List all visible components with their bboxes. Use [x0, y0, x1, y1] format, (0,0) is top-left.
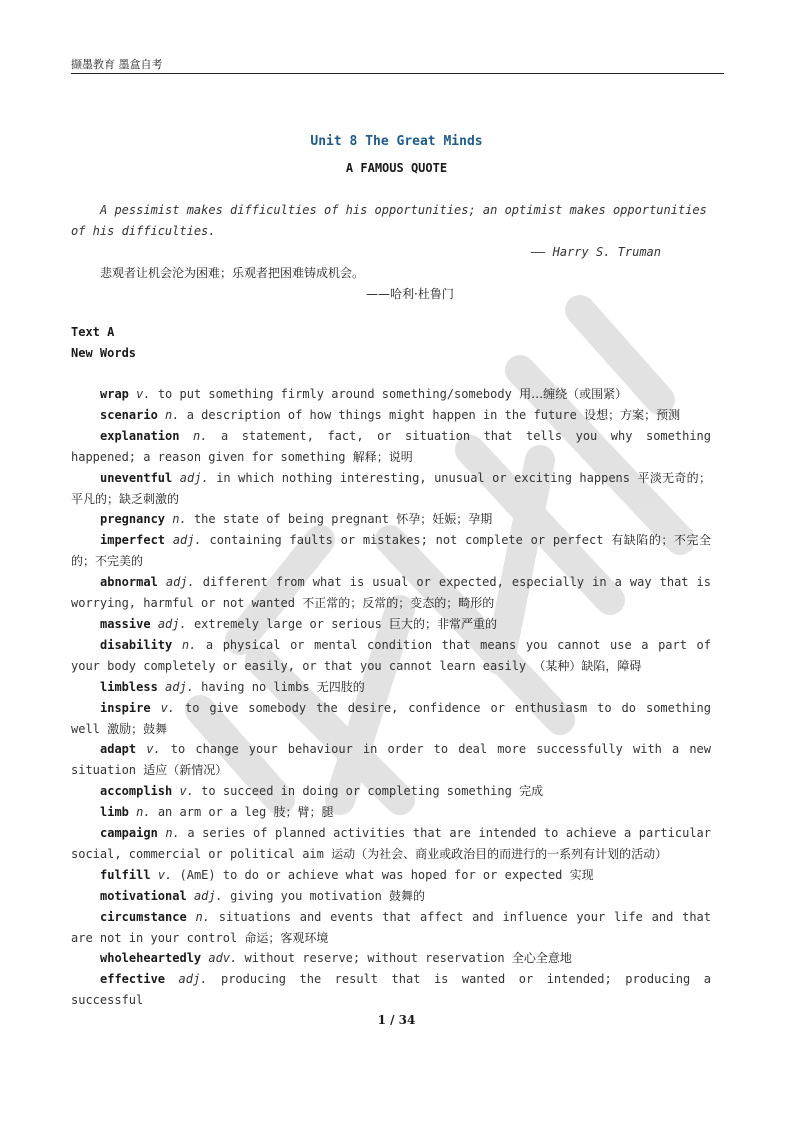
- vocab-word: inspire: [100, 700, 151, 715]
- definition: the state of being pregnant: [193, 512, 390, 527]
- vocab-entry: [71, 384, 711, 405]
- definition: to succeed in doing or completing something: [201, 784, 512, 799]
- part-of-speech: adj.: [165, 679, 194, 694]
- page-content: [71, 200, 711, 1011]
- vocab-word: massive: [100, 616, 151, 631]
- part-of-speech: v.: [157, 867, 173, 882]
- chinese-meaning: 有缺陷的；不完全的；不完美的: [71, 533, 711, 569]
- chinese-meaning: 完成: [519, 784, 544, 799]
- definition: a description of how things might happen in the future: [186, 407, 577, 422]
- vocab-entry: [71, 614, 711, 635]
- vocab-entry: [71, 823, 711, 865]
- vocab-word: explanation: [100, 428, 180, 443]
- part-of-speech: adj.: [178, 972, 208, 987]
- part-of-speech: n.: [165, 407, 180, 422]
- definition: in which nothing interesting, unusual or exciting happens: [216, 470, 631, 485]
- part-of-speech: v.: [160, 700, 176, 715]
- definition: different from what is usual or expected, especially in a way that is worrying, harmful or not wanted: [71, 575, 712, 611]
- vocab-word: effective: [100, 972, 166, 987]
- part-of-speech: adj.: [193, 888, 223, 903]
- vocab-word: limbless: [100, 679, 158, 694]
- part-of-speech: n.: [136, 805, 151, 820]
- definition: an arm or a leg: [157, 805, 267, 820]
- vocab-entry: [71, 969, 711, 1011]
- chinese-meaning: 无四肢的: [316, 679, 365, 694]
- text-heading: Text A: [71, 325, 115, 339]
- chinese-meaning: 用…缠绕（或围紧）: [519, 387, 628, 401]
- part-of-speech: n.: [193, 428, 208, 443]
- definition: a physical or mental condition that means you cannot use a part of your body completely or easily, or that you cannot learn easily: [71, 637, 712, 673]
- definition: having no limbs: [201, 679, 310, 694]
- quote-chinese: 悲观者让机会沦为困难；乐观者把困难铸成机会。: [100, 266, 365, 280]
- vocab-entry: [71, 572, 711, 614]
- definition: situations and events that affect and influence your life and that are not in your control: [71, 909, 711, 945]
- definition: to put something firmly around something/somebody: [157, 387, 512, 401]
- quote-author-chinese: ——哈利·杜鲁门: [366, 287, 454, 301]
- vocab-entry: [71, 509, 711, 530]
- chinese-meaning: 肢；臂；腿: [273, 805, 334, 820]
- chinese-meaning: 怀孕；妊娠；孕期: [396, 512, 493, 527]
- header-divider: [71, 73, 724, 74]
- part-of-speech: adj.: [172, 533, 202, 548]
- part-of-speech: v.: [136, 387, 151, 401]
- chinese-meaning: 解释；说明: [352, 449, 413, 464]
- definition: a series of planned activities that are intended to achieve a particular social, commercial or political aim: [71, 826, 711, 861]
- part-of-speech: n.: [181, 637, 197, 652]
- vocab-word: limb: [100, 805, 129, 820]
- definition: producing the result that is wanted or intended; producing a successful: [71, 972, 711, 1008]
- part-of-speech: adj.: [179, 470, 209, 485]
- definition: containing faults or mistakes; not complete or perfect: [209, 533, 604, 548]
- vocab-word: fulfill: [100, 867, 151, 882]
- vocab-entry: [71, 781, 711, 802]
- vocab-entry: [71, 698, 711, 740]
- chinese-meaning: 适应（新情况）: [143, 763, 228, 778]
- vocab-entry: [71, 948, 711, 969]
- vocab-word: motivational: [100, 888, 187, 903]
- vocab-entry: [71, 530, 711, 572]
- vocab-word: campaign: [100, 826, 158, 841]
- vocab-word: wholeheartedly: [100, 951, 202, 966]
- chinese-meaning: 命运；客观环境: [244, 930, 329, 945]
- vocab-entry: [71, 802, 711, 823]
- vocab-word: disability: [100, 637, 173, 652]
- vocab-entry: [71, 426, 711, 468]
- quote-english: A pessimist makes difficulties of his opportunities; an optimist makes opportunities of his difficulties.: [71, 203, 707, 238]
- vocab-entry: [71, 886, 711, 907]
- words-heading: New Words: [71, 346, 137, 360]
- chinese-meaning: 设想；方案；预测: [584, 407, 681, 422]
- vocab-entry: [71, 635, 711, 677]
- chinese-meaning: 平淡无奇的；平凡的；缺乏刺激的: [71, 470, 711, 506]
- chinese-meaning: 运动（为社会、商业或政治目的而进行的一系列有计划的活动）: [331, 846, 668, 861]
- vocab-word: wrap: [100, 387, 129, 401]
- part-of-speech: adj.: [157, 616, 187, 631]
- chinese-meaning: 巨大的；非常严重的: [389, 616, 498, 631]
- vocab-entry: [71, 865, 711, 886]
- chinese-meaning: 不正常的；反常的；变态的；畸形的: [302, 596, 495, 611]
- vocabulary-list: [71, 384, 711, 1011]
- vocab-word: abnormal: [100, 575, 158, 590]
- quote-author: —— Harry S. Truman: [530, 245, 661, 259]
- vocab-word: imperfect: [100, 533, 166, 548]
- page-number: 1 / 34: [377, 1013, 416, 1027]
- chinese-meaning: （某种）缺陷，障碍: [533, 658, 642, 673]
- vocab-word: scenario: [100, 407, 158, 422]
- part-of-speech: v.: [179, 784, 194, 799]
- definition: (AmE) to do or achieve what was hoped for or expected: [179, 867, 563, 882]
- part-of-speech: adj.: [165, 575, 195, 590]
- vocab-entry: [71, 468, 711, 510]
- unit-title: Unit 8 The Great Minds: [310, 134, 483, 149]
- part-of-speech: n.: [165, 826, 180, 841]
- vocab-entry: [71, 907, 711, 949]
- vocab-word: accomplish: [100, 784, 173, 799]
- vocab-word: adapt: [100, 742, 137, 757]
- vocab-word: pregnancy: [100, 512, 166, 527]
- definition: to change your behaviour in order to deal more successfully with a new situation: [71, 742, 711, 778]
- definition: without reserve; without reservation: [244, 951, 505, 966]
- chinese-meaning: 鼓舞的: [389, 888, 426, 903]
- part-of-speech: n.: [195, 909, 210, 924]
- definition: extremely large or serious: [193, 616, 382, 631]
- vocab-word: circumstance: [100, 909, 187, 924]
- chinese-meaning: 实现: [569, 867, 594, 882]
- vocab-entry: [71, 677, 711, 698]
- definition: a statement, fact, or situation that tells you why something happened; a reason given for something: [71, 428, 711, 464]
- page-header: 撷墨教育 墨盒自考: [71, 58, 163, 71]
- vocab-entry: [71, 405, 711, 426]
- definition: to give somebody the desire, confidence or enthusiasm to do something well: [71, 700, 711, 736]
- part-of-speech: v.: [146, 742, 161, 757]
- chinese-meaning: 激励；鼓舞: [107, 721, 168, 736]
- quote-title: A FAMOUS QUOTE: [345, 161, 448, 175]
- part-of-speech: adv.: [208, 951, 238, 966]
- vocab-word: uneventful: [100, 470, 173, 485]
- definition: giving you motivation: [230, 888, 382, 903]
- part-of-speech: n.: [172, 512, 187, 527]
- vocab-entry: [71, 739, 711, 781]
- chinese-meaning: 全心全意地: [511, 951, 572, 966]
